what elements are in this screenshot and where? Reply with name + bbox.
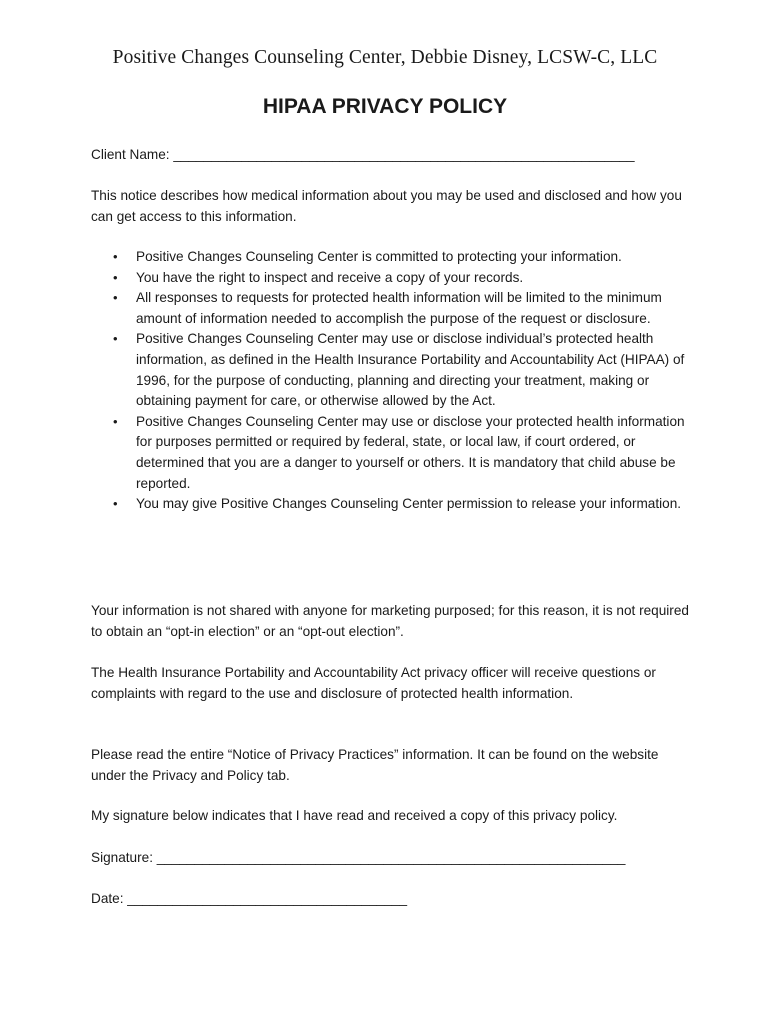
bullet-item — [91, 412, 691, 494]
document-title: HIPAA PRIVACY POLICY — [262, 95, 508, 118]
client-name-field[interactable] — [91, 145, 635, 166]
date-blank[interactable]: _____________________________________ — [127, 891, 408, 906]
signature-field[interactable] — [91, 848, 625, 869]
signature-blank[interactable]: ______________________________________________________________ — [156, 850, 626, 865]
bullet-icon: • — [113, 331, 118, 347]
bullet-icon: • — [113, 269, 118, 285]
bullet-item — [91, 288, 691, 329]
bullet-text: You have the right to inspect and receive a copy of your records. — [136, 269, 524, 285]
date-label: Date: — [91, 891, 128, 906]
acknowledgement-paragraph: My signature below indicates that I have read and received a copy of this privacy policy. — [91, 808, 618, 823]
bullet-icon: • — [113, 290, 118, 306]
date-field[interactable] — [91, 889, 407, 910]
signature-label: Signature: — [91, 850, 157, 865]
client-name-blank[interactable]: _____________________________________________________________ — [173, 147, 635, 162]
bullet-text: Positive Changes Counseling Center may use or disclose individual’s protected health information, as defined in the Health Insurance Portability and Accountability Act (HIPAA) of 1996, for the purpose of conducting, planning and directing your treatment, making or obtaining payment for care, or otherwise allowed by the Act. — [136, 331, 685, 409]
bullet-item — [91, 494, 691, 515]
notice-paragraph: Please read the entire “Notice of Privacy Practices” information. It can be found on the website under the Privacy and Policy tab. — [91, 747, 659, 783]
bullet-text: Positive Changes Counseling Center is committed to protecting your information. — [136, 249, 622, 264]
practice-header: Positive Changes Counseling Center, Debbie Disney, LCSW-C, LLC — [112, 47, 658, 68]
bullet-icon: • — [113, 413, 118, 429]
bullet-item — [91, 329, 691, 411]
bullet-item — [91, 268, 691, 289]
bullet-text: Positive Changes Counseling Center may use or disclose your protected health information for purposes permitted or required by federal, state, or local law, if court ordered, or determined that you are a danger to yourself or others. It is mandatory that child abuse be reported. — [136, 413, 685, 491]
bullet-item — [91, 247, 691, 268]
bullet-icon: • — [113, 496, 118, 512]
bullet-icon: • — [113, 249, 118, 264]
policy-bullet-list — [91, 247, 691, 515]
marketing-paragraph: Your information is not shared with anyone for marketing purposed; for this reason, it is not required to obtain an “opt-in election” or an “opt-out election”. — [91, 603, 689, 639]
bullet-text: All responses to requests for protected health information will be limited to the minimum amount of information needed to accomplish the purpose of the request or disclosure. — [136, 290, 662, 326]
intro-paragraph: This notice describes how medical information about you may be used and disclosed and how you can get access to this information. — [91, 188, 682, 224]
privacy-officer-paragraph: The Health Insurance Portability and Accountability Act privacy officer will receive questions or complaints with regard to the use and disclosure of protected health information. — [91, 665, 656, 701]
bullet-text: You may give Positive Changes Counseling Center permission to release your information. — [136, 496, 682, 512]
client-name-label: Client Name: — [91, 147, 174, 162]
